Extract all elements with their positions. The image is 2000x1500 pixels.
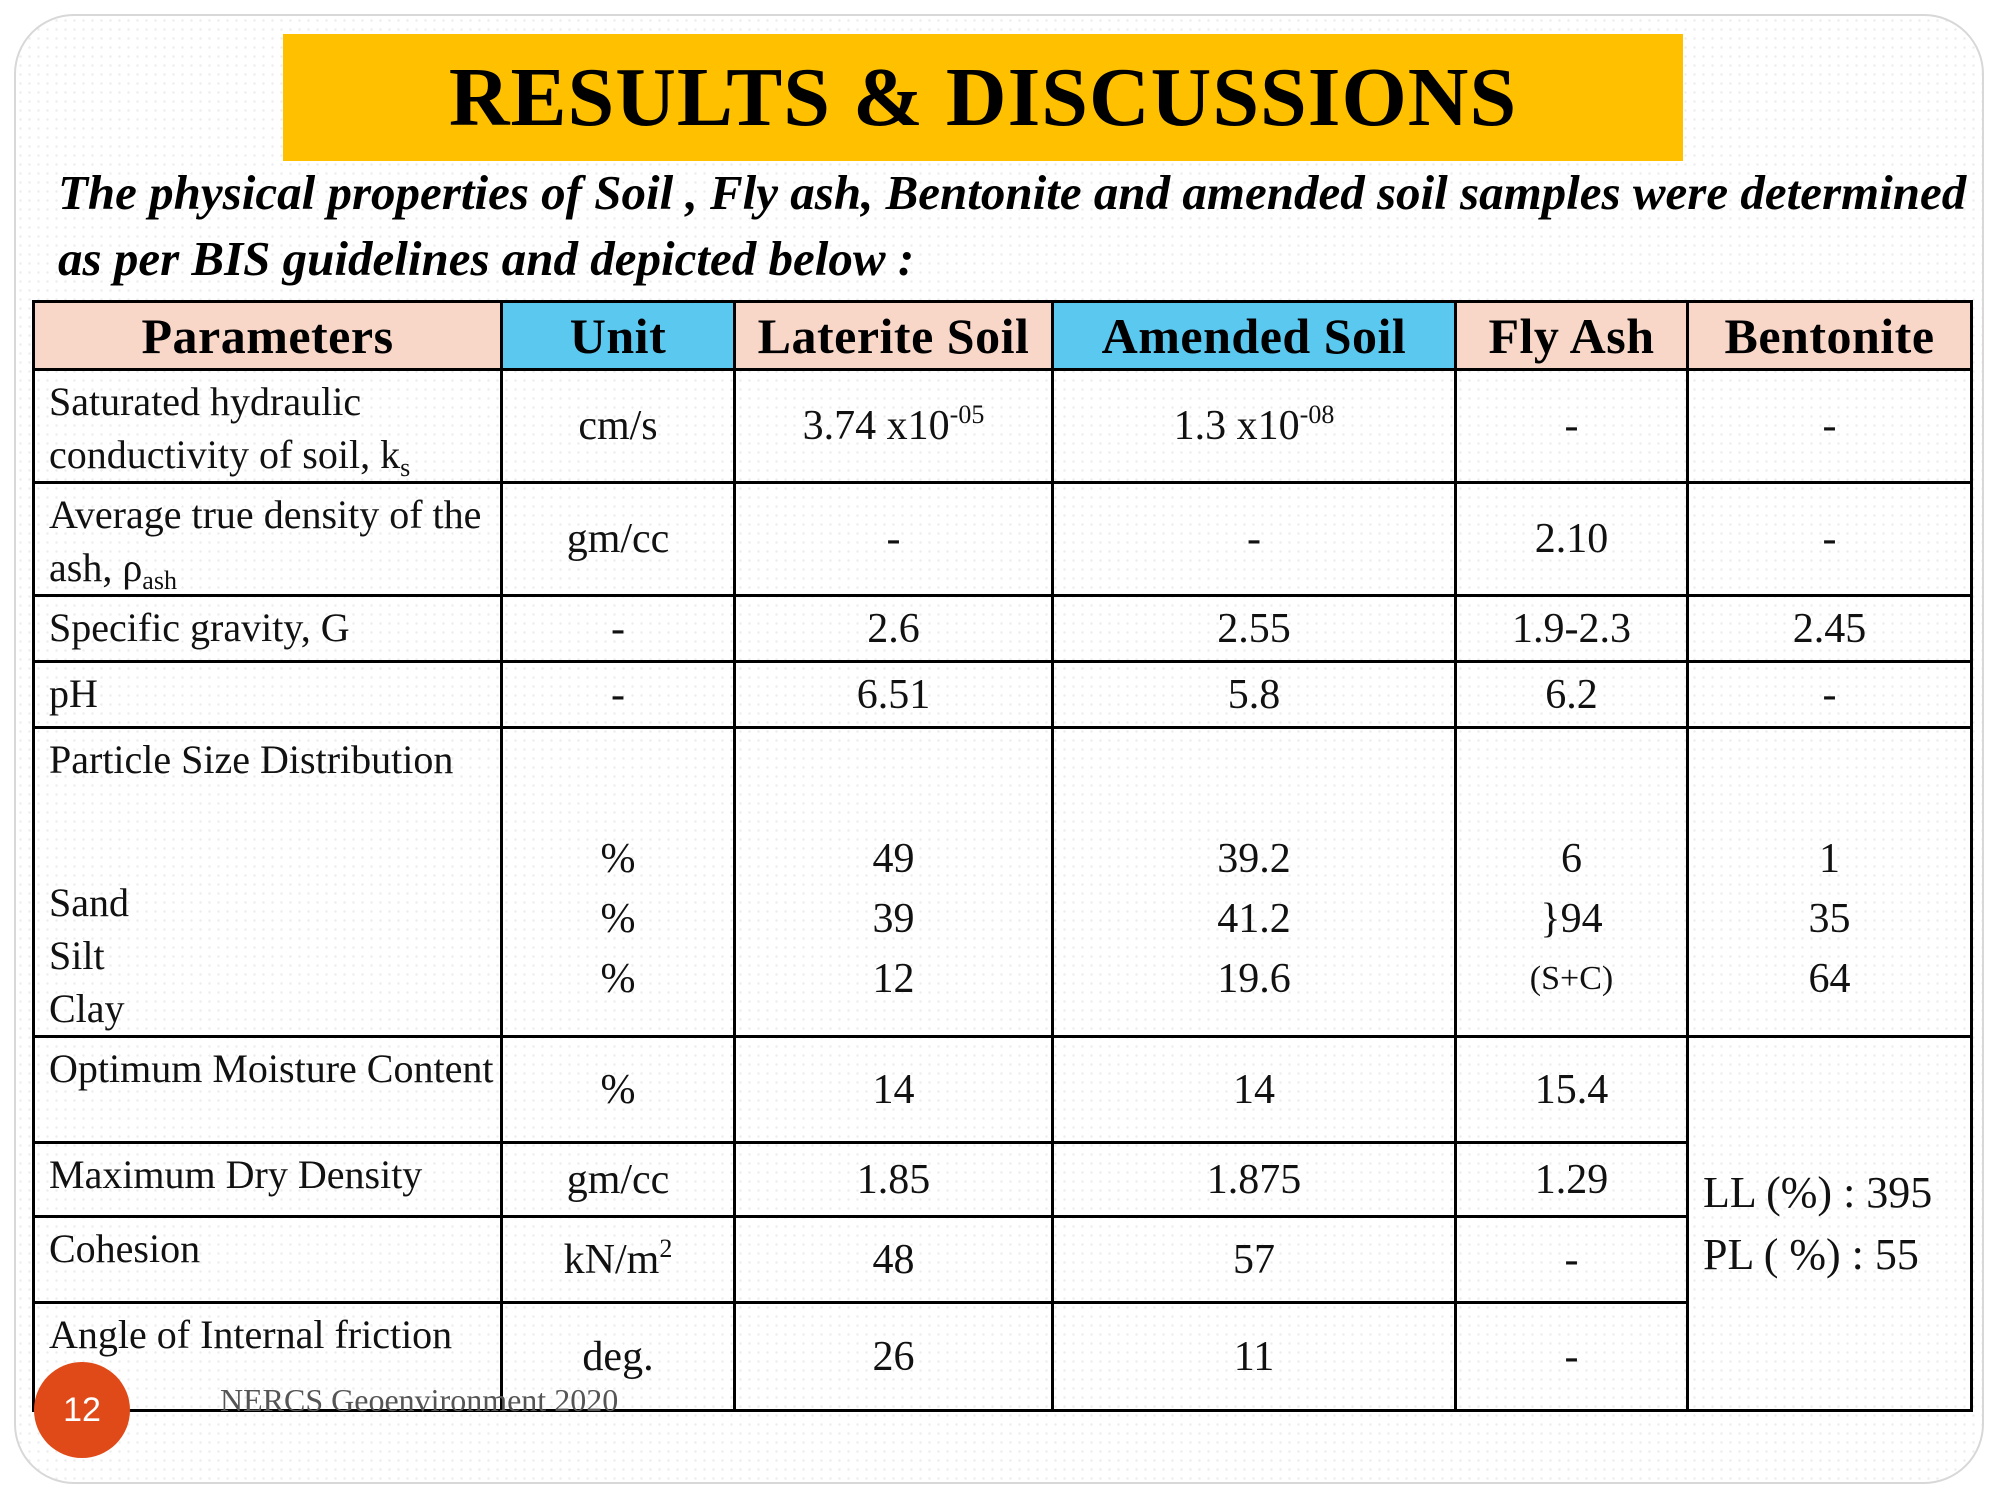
flyash-cell: - — [1456, 1303, 1688, 1411]
laterite-cell: 6.51 — [735, 662, 1053, 728]
param-density-sub: ash — [142, 566, 177, 595]
unit-cell: - — [502, 596, 735, 662]
bentonite-cell: - — [1688, 483, 1972, 596]
psd-unit-sand: % — [600, 836, 636, 882]
amended-ks-exp: -08 — [1299, 400, 1335, 429]
param-cell — [34, 728, 502, 1037]
table-row — [34, 1143, 1972, 1217]
param-cohesion: Cohesion — [34, 1217, 502, 1303]
param-friction: Angle of Internal friction — [34, 1303, 502, 1411]
amended-cell: 2.55 — [1053, 596, 1456, 662]
table-row — [34, 1217, 1972, 1303]
psd-laterite-clay: 12 — [872, 956, 915, 1002]
psd-unit-clay: % — [600, 956, 636, 1002]
flyash-cell: - — [1456, 1217, 1688, 1303]
amended-cell — [1053, 728, 1456, 1037]
laterite-cell: - — [735, 483, 1053, 596]
amended-cell: - — [1053, 483, 1456, 596]
psd-silt-label: Silt — [49, 933, 105, 978]
title-bar — [283, 34, 1683, 161]
unit-cohesion-exp: 2 — [659, 1233, 673, 1263]
param-density-symbol: ρ — [122, 545, 143, 590]
table-row — [34, 370, 1972, 483]
psd-bentonite-sand: 1 — [1819, 836, 1840, 882]
header-bentonite: Bentonite — [1688, 302, 1972, 370]
unit-cell: gm/cc — [502, 1143, 735, 1217]
amended-cell: 11 — [1053, 1303, 1456, 1411]
bentonite-cell: 2.45 — [1688, 596, 1972, 662]
psd-unit-silt: % — [600, 896, 636, 942]
unit-cell: % — [502, 1037, 735, 1143]
flyash-cell: 15.4 — [1456, 1037, 1688, 1143]
bentonite-cell: - — [1688, 370, 1972, 483]
table-row — [34, 662, 1972, 728]
unit-cell: gm/cc — [502, 483, 735, 596]
bentonite-ll: LL (%) : 395 — [1703, 1167, 1933, 1217]
header-fly-ash: Fly Ash — [1456, 302, 1688, 370]
psd-flyash-sc-note: (S+C) — [1529, 960, 1614, 997]
flyash-cell: 1.9-2.3 — [1456, 596, 1688, 662]
psd-flyash-sand: 6 — [1561, 836, 1582, 882]
properties-table — [32, 300, 1973, 1412]
unit-cell: deg. — [502, 1303, 735, 1411]
psd-amended-clay: 19.6 — [1217, 956, 1291, 1002]
psd-sand-label: Sand — [49, 880, 129, 925]
table-row — [34, 483, 1972, 596]
laterite-ks-base: 3.74 x10 — [802, 403, 950, 449]
param-omc: Optimum Moisture Content — [34, 1037, 502, 1143]
psd-flyash-silt-clay: }94 — [1540, 896, 1603, 942]
laterite-cell: 48 — [735, 1217, 1053, 1303]
unit-cell — [502, 728, 735, 1037]
flyash-cell: 2.10 — [1456, 483, 1688, 596]
slide-title: RESULTS & DISCUSSIONS — [448, 51, 1518, 144]
psd-bentonite-silt: 35 — [1808, 896, 1851, 942]
bentonite-pl: PL ( %) : 55 — [1703, 1229, 1919, 1279]
unit-cell: - — [502, 662, 735, 728]
laterite-cell — [735, 370, 1053, 483]
amended-cell — [1053, 370, 1456, 483]
flyash-cell: 1.29 — [1456, 1143, 1688, 1217]
laterite-cell: 26 — [735, 1303, 1053, 1411]
psd-bentonite-clay: 64 — [1808, 956, 1851, 1002]
psd-amended-sand: 39.2 — [1217, 836, 1291, 882]
bentonite-cell — [1688, 728, 1972, 1037]
header-laterite-soil: Laterite Soil — [735, 302, 1053, 370]
unit-cell — [502, 1217, 735, 1303]
table-header-row — [34, 302, 1972, 370]
param-gravity: Specific gravity, G — [34, 596, 502, 662]
laterite-cell: 1.85 — [735, 1143, 1053, 1217]
param-cell — [34, 483, 502, 596]
amended-cell: 57 — [1053, 1217, 1456, 1303]
amended-cell: 5.8 — [1053, 662, 1456, 728]
table-row — [34, 596, 1972, 662]
laterite-cell: 14 — [735, 1037, 1053, 1143]
laterite-ks-exp: -05 — [949, 400, 985, 429]
psd-amended-silt: 41.2 — [1217, 896, 1291, 942]
flyash-cell: 6.2 — [1456, 662, 1688, 728]
table-row — [34, 1037, 1972, 1143]
param-ph: pH — [34, 662, 502, 728]
psd-laterite-sand: 49 — [872, 836, 915, 882]
amended-ks-base: 1.3 x10 — [1173, 403, 1300, 449]
bentonite-limits-cell — [1688, 1037, 1972, 1411]
param-mdd: Maximum Dry Density — [34, 1143, 502, 1217]
param-ks-sub: s — [400, 453, 411, 482]
laterite-cell — [735, 728, 1053, 1037]
unit-cohesion-base: kN/m — [563, 1236, 660, 1283]
header-amended-soil: Amended Soil — [1053, 302, 1456, 370]
flyash-cell: - — [1456, 370, 1688, 483]
laterite-cell: 2.6 — [735, 596, 1053, 662]
bentonite-cell: - — [1688, 662, 1972, 728]
slide-subtitle: The physical properties of Soil , Fly ash, Bentonite and amended soil samples were determined as per BIS guidelines and depicted below : — [58, 165, 1967, 286]
param-psd-label: Particle Size Distribution — [49, 737, 454, 782]
header-unit: Unit — [502, 302, 735, 370]
psd-clay-label: Clay — [49, 986, 125, 1031]
amended-cell: 14 — [1053, 1037, 1456, 1143]
footer-text: NERCS Geoenvironment 2020 — [220, 1382, 619, 1418]
param-density-label: Average true density of the ash, — [49, 492, 482, 590]
table-row — [34, 728, 1972, 1037]
param-ks-label: Saturated hydraulic conductivity of soil, k — [49, 379, 401, 477]
amended-cell: 1.875 — [1053, 1143, 1456, 1217]
page-number-badge — [34, 1362, 130, 1458]
header-parameters: Parameters — [34, 302, 502, 370]
param-cell — [34, 370, 502, 483]
flyash-cell — [1456, 728, 1688, 1037]
psd-laterite-silt: 39 — [872, 896, 915, 942]
page-number: 12 — [63, 1390, 101, 1429]
unit-cell: cm/s — [502, 370, 735, 483]
